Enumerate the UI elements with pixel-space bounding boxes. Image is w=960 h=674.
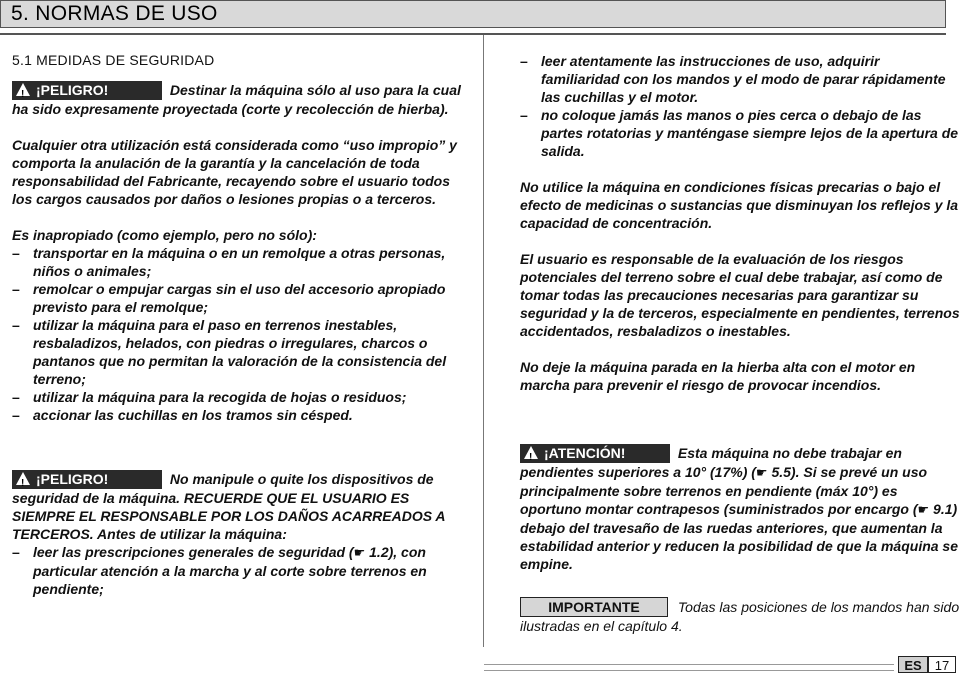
list-item: – remolcar o empujar cargas sin el uso del accesorio apropiado previsto para el remolque; [12, 280, 467, 316]
list-item [12, 543, 467, 598]
pointing-hand-icon: ☛ [353, 545, 366, 560]
list-item: – transportar en la máquina o en un remolque a otras personas, niños o animales; [12, 244, 467, 280]
danger-warning-2 [12, 470, 467, 543]
important-note-text: Todas las posiciones de los mandos han sido ilustradas en el capítulo 4. [520, 599, 960, 634]
warning-triangle-icon: ! [16, 83, 30, 96]
page-number: 17 [928, 656, 956, 673]
right-column [520, 52, 960, 635]
danger-warning-1 [12, 81, 467, 118]
warning-triangle-icon: ! [16, 472, 30, 485]
language-tag: ES [898, 656, 928, 673]
danger-badge [12, 81, 162, 100]
danger-warning-1-text: Destinar la máquina sólo al uso para la cual ha sido expresamente proyectada (corte y recolección de hierba). [12, 82, 461, 117]
attention-text: 9.1) debajo del travesaño de las ruedas anteriores, que aumentan la estabilidad anterior y reducen la posibilidad de que la máquina se empine. [520, 501, 959, 572]
list-item: – utilizar la máquina para la recogida de hojas o residuos; [12, 388, 467, 406]
column-divider [483, 35, 484, 647]
risk-evaluation-paragraph: El usuario es responsable de la evaluación de los riesgos potenciales del terreno sobre el cual debe trabajar, así como de tomar todas las precauciones necesarias para garantizar su seguridad y la de terceros, especialmente en pendientes, terrenos accidentados, resbaladizos o inestables. [520, 251, 960, 339]
left-column [12, 52, 467, 598]
danger-badge-label: ¡PELIGRO! [36, 82, 109, 98]
header-rule [0, 33, 946, 35]
list-item: – leer atentamente las instrucciones de uso, adquirir familiaridad con los mandos y el modo de parar rápidamente las cuchillas y el motor. [520, 52, 960, 106]
attention-badge-label: ¡ATENCIÓN! [544, 445, 626, 461]
list-text: 1.2), con particular atención a la marcha y al corte sobre terrenos en pendiente; [33, 544, 427, 597]
list-item: – utilizar la máquina para el paso en terrenos inestables, resbaladizos, helados, con piedras o irregulares, charcos o pantanos que no permitan la valoración de la consistencia del terreno; [12, 316, 467, 388]
list-item: – no coloque jamás las manos o pies cerca o debajo de las partes rotatorias y manténgase siempre lejos de la apertura de salida. [520, 106, 960, 160]
danger-badge [12, 470, 162, 489]
footer-rule [484, 664, 894, 671]
list-item: – accionar las cuchillas en los tramos sin césped. [12, 406, 467, 424]
danger-badge-label: ¡PELIGRO! [36, 471, 109, 487]
danger-warning-2-text: No manipule o quite los dispositivos de seguridad de la máquina. RECUERDE QUE EL USUARIO ES SIEMPRE EL RESPONSABLE POR LOS DAÑOS ACARREADOS A TERCEROS. Antes de utilizar la máquina: [12, 471, 446, 542]
attention-text: 5.5). Si se prevé un uso principalmente sobre terrenos en pendiente (máx 10°) es oportuno montar contrapesos (suministrados por encargo ( [520, 464, 928, 517]
before-use-list [12, 543, 467, 598]
attention-text: Esta máquina no debe trabajar en pendientes superiores a 10° (17%) ( [520, 445, 902, 480]
fire-risk-paragraph: No deje la máquina parada en la hierba alta con el motor en marcha para prevenir el riesgo de provocar incendios. [520, 359, 916, 393]
improper-use-list [12, 244, 467, 424]
improper-use-paragraph: Cualquier otra utilización está considerada como “uso impropio” y comporta la anulación de la garantía y la cancelación de toda responsabilidad del Fabricante, recayendo sobre el usuario todos los cargos causados por daños o lesiones propias o a terceros. [12, 137, 457, 207]
important-note [520, 597, 960, 635]
improper-use-intro: Es inapropiado (como ejemplo, pero no sólo): [12, 227, 317, 243]
section-title: 5.1 MEDIDAS DE SEGURIDAD [12, 52, 215, 68]
pointing-hand-icon: ☛ [917, 502, 930, 517]
important-badge: IMPORTANTE [520, 597, 668, 617]
physical-condition-paragraph: No utilice la máquina en condiciones físicas precarias o bajo el efecto de medicinas o sustancias que disminuyan los reflejos y la capacidad de concentración. [520, 179, 959, 231]
attention-warning [520, 444, 960, 573]
continued-list [520, 52, 960, 160]
list-text: leer las prescripciones generales de seguridad ( [33, 544, 354, 560]
chapter-title: 5. NORMAS DE USO [11, 2, 218, 25]
pointing-hand-icon: ☛ [755, 465, 768, 480]
warning-triangle-icon: ! [524, 446, 538, 459]
chapter-header [0, 0, 946, 28]
attention-badge [520, 444, 670, 463]
